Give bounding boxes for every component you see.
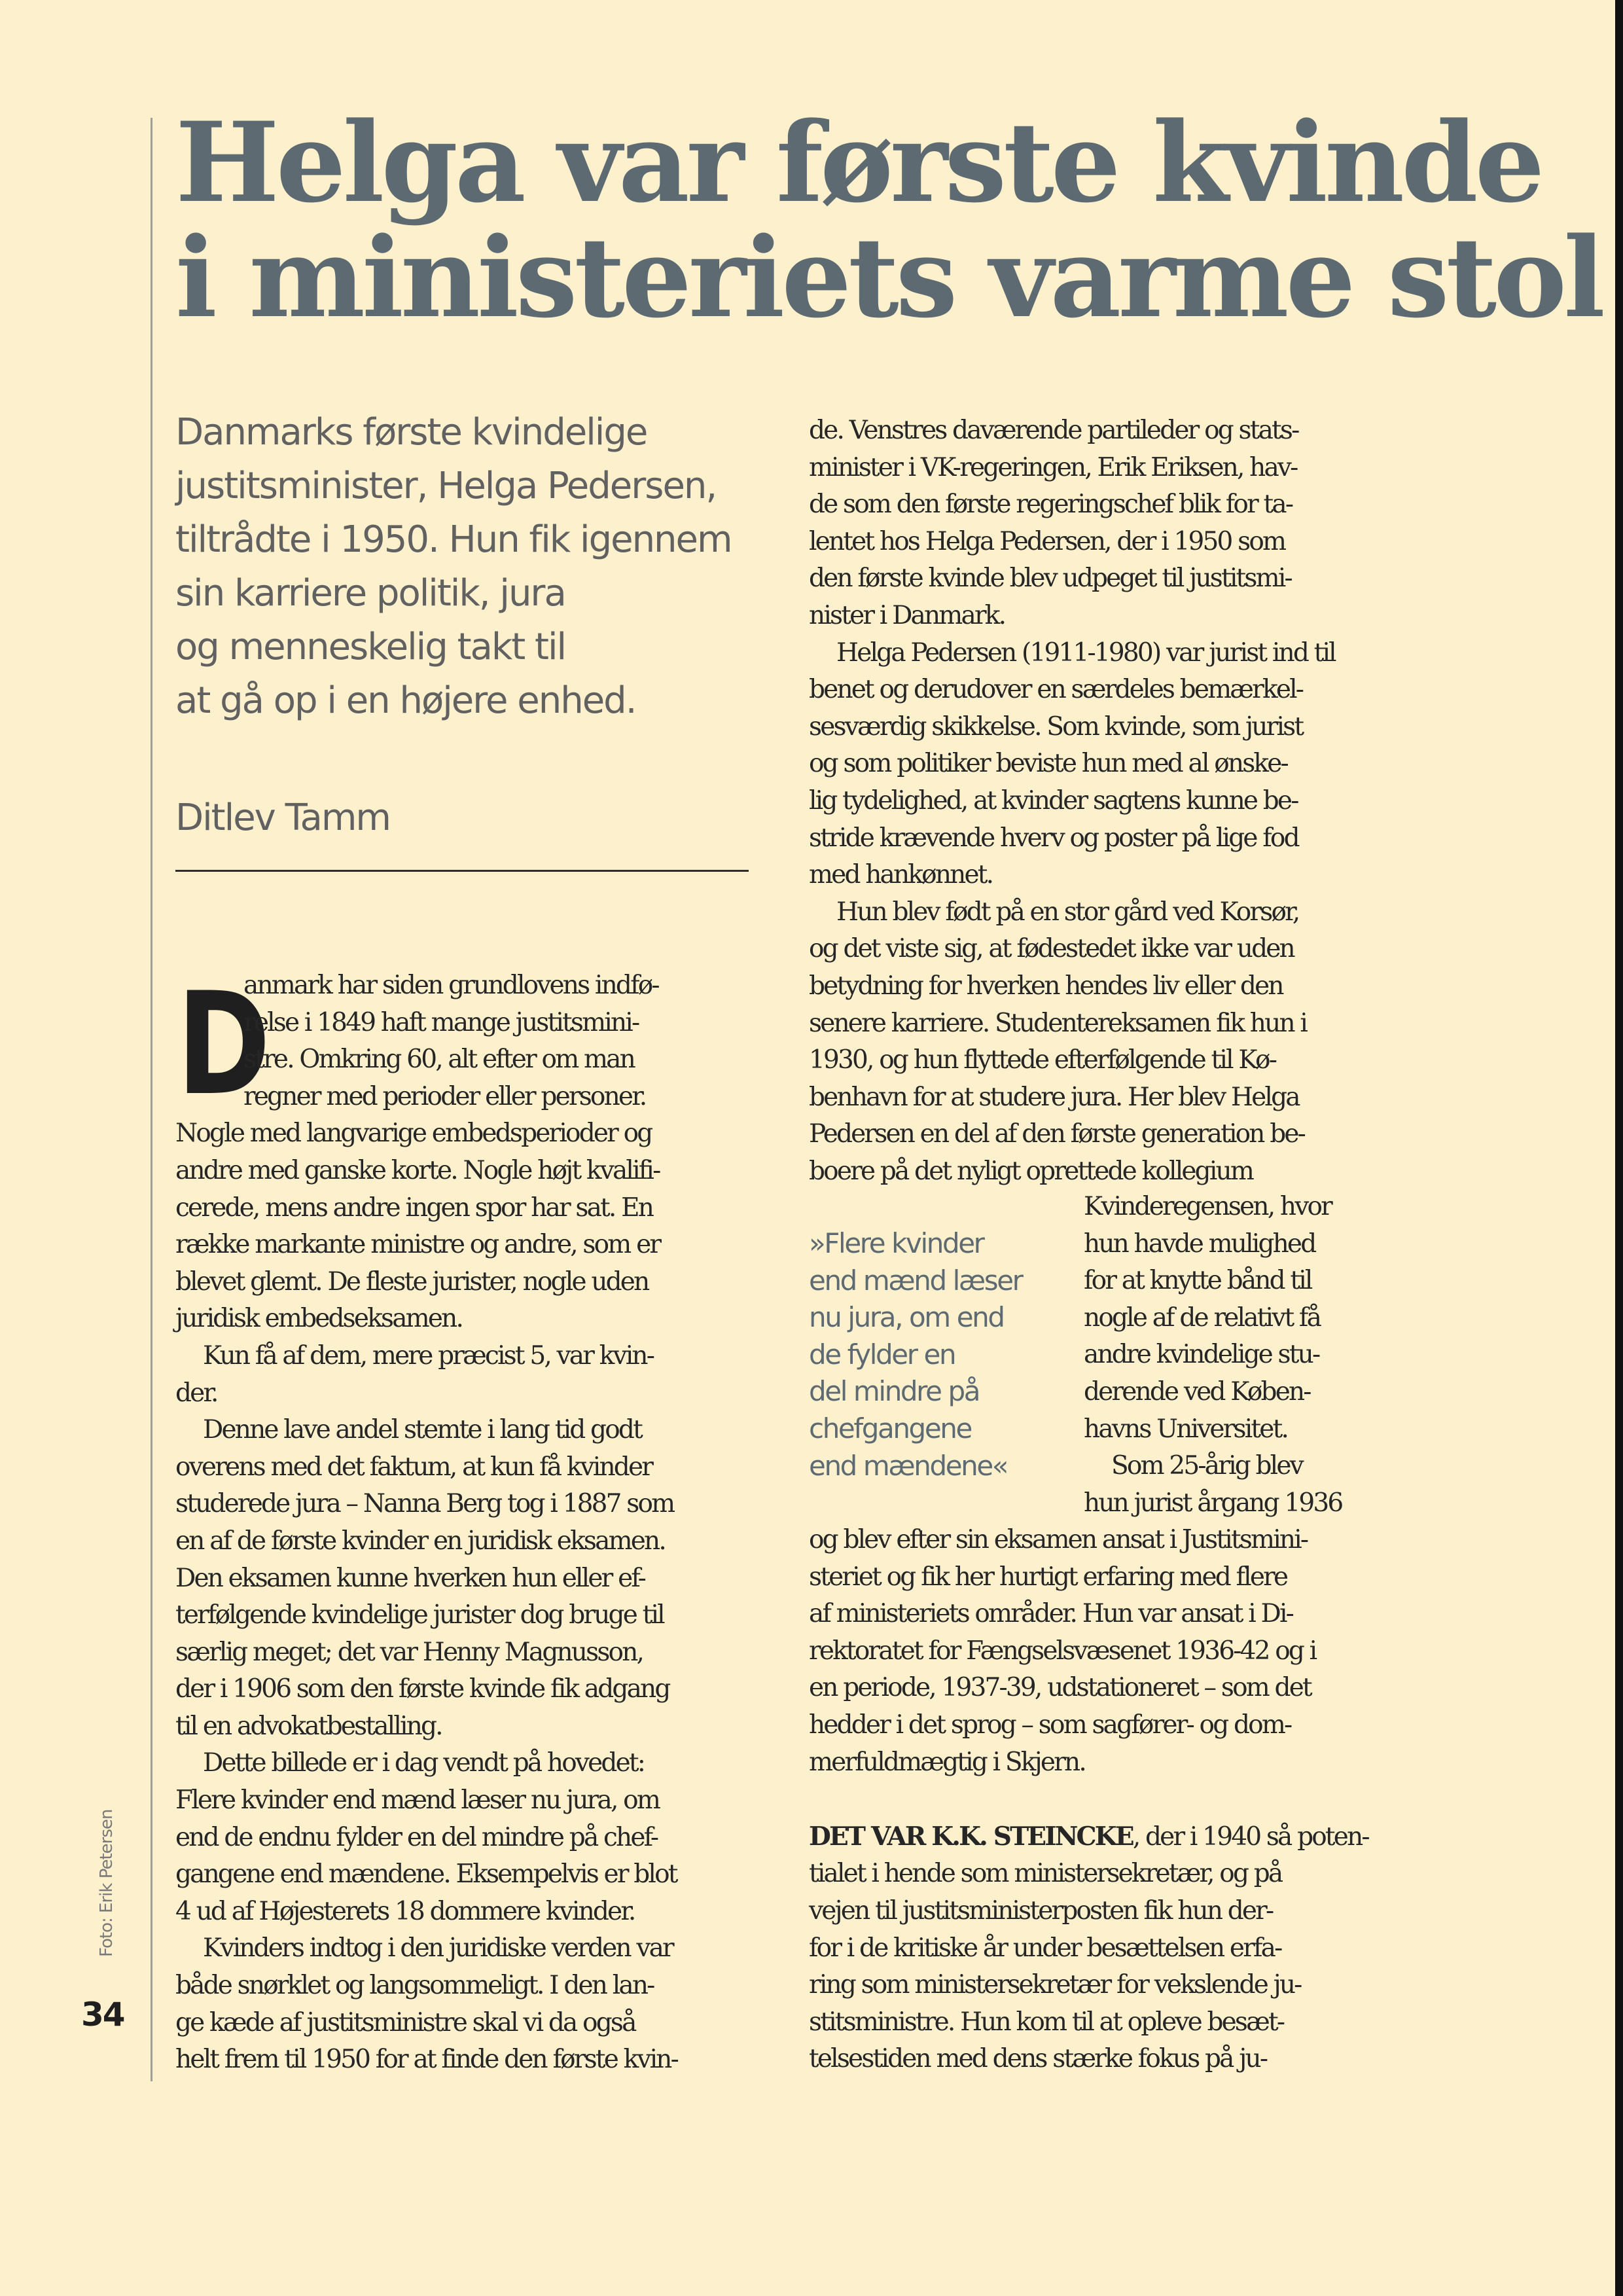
- byline-rule: [175, 870, 749, 872]
- body-line: juridisk embedseksamen.: [175, 1304, 463, 1334]
- body-line: lig tydelighed, at kvinder sagtens kunne be-: [809, 785, 1298, 816]
- body-line: ring som ministersekretær for vekslende ju-: [809, 1970, 1301, 2000]
- body-line: og det viste sig, at fødestedet ikke var uden: [809, 934, 1294, 964]
- body-line: minister i VK-regeringen, Erik Eriksen, hav-: [809, 452, 1297, 482]
- lead-line: Danmarks første kvindelige: [175, 411, 647, 454]
- drop-cap: D: [177, 962, 271, 1126]
- body-line: 1930, og hun flyttede efterfølgende til Kø-: [809, 1045, 1276, 1075]
- body-line: Dette billede er i dag vendt på hovedet:: [203, 1748, 645, 1778]
- body-line: af ministeriets områder. Hun var ansat i Di-: [809, 1599, 1293, 1629]
- body-line: hedder i det sprog – som sagfører- og dom-: [809, 1710, 1291, 1740]
- body-line: studerede jura – Nanna Berg tog i 1887 som: [175, 1489, 674, 1519]
- body-line: andre kvindelige stu-: [1084, 1340, 1319, 1370]
- body-line: række markante ministre og andre, som er: [175, 1230, 660, 1260]
- body-line: en periode, 1937-39, udstationeret – som det: [809, 1673, 1311, 1703]
- body-line: Som 25-årig blev: [1111, 1451, 1302, 1481]
- body-line: benet og derudover en særdeles bemærkel-: [809, 675, 1303, 705]
- body-column-beside-quote: [1084, 1189, 1424, 1522]
- body-line: Flere kvinder end mænd læser nu jura, om: [175, 1785, 660, 1816]
- body-column-right-bottom: [809, 1522, 1385, 2078]
- body-line: og som politiker beviste hun med al ønske-: [809, 749, 1287, 779]
- body-line: tialet i hende som ministersekretær, og på: [809, 1859, 1282, 1889]
- body-line: nogle af de relativt få: [1084, 1302, 1321, 1333]
- pull-quote-line: de fylder en: [809, 1338, 955, 1371]
- pull-quote-line: chefgangene: [809, 1412, 971, 1444]
- pull-quote: [809, 1225, 1071, 1484]
- body-line: stride krævende hverv og poster på lige fod: [809, 823, 1298, 853]
- body-line: Denne lave andel stemte i lang tid godt: [203, 1415, 641, 1445]
- body-line: senere karriere. Studentereksamen fik hun i: [809, 1008, 1307, 1038]
- lead-line: at gå op i en højere enhed.: [175, 679, 636, 722]
- body-line: 4 ud af Højesterets 18 dommere kvinder.: [175, 1896, 635, 1926]
- body-line: den første kvinde blev udpeget til justitsmi-: [809, 564, 1291, 594]
- body-line: anmark har siden grundlovens indfø-: [243, 971, 658, 1000]
- paragraph-gap: [809, 1781, 1385, 1818]
- vertical-rule: [151, 118, 152, 2081]
- body-line: overens med det faktum, at kun få kvinder: [175, 1452, 652, 1482]
- body-line: vejen til justitsministerposten fik hun der-: [809, 1895, 1273, 1926]
- body-line: der i 1906 som den første kvinde fik adgang: [175, 1674, 669, 1704]
- pull-quote-line: end mænd læser: [809, 1264, 1022, 1297]
- body-line: regner med perioder eller personer.: [243, 1081, 646, 1111]
- body-line: de. Venstres daværende partileder og stats-: [809, 416, 1298, 445]
- lead-line: tiltrådte i 1950. Hun fik igennem: [175, 518, 732, 561]
- body-line: rektoratet for Fængselsvæsenet 1936-42 og i: [809, 1636, 1316, 1666]
- pull-quote-line: end mændene«: [809, 1449, 1008, 1482]
- body-line: Kun få af dem, mere præcist 5, var kvin-: [203, 1340, 654, 1371]
- body-line: lentet hos Helga Pedersen, der i 1950 som: [809, 526, 1285, 556]
- body-line-text: , der i 1940 så poten-: [1132, 1821, 1368, 1852]
- section-lead-in: DET VAR K.K. STEINCKE: [809, 1821, 1133, 1852]
- page-edge: [1615, 0, 1623, 2296]
- body-line: Den eksamen kunne hverken hun eller ef-: [175, 1563, 645, 1593]
- lead-paragraph: [175, 406, 764, 728]
- body-line: og blev efter sin eksamen ansat i Justitsmini-: [809, 1525, 1308, 1554]
- lead-line: sin karriere politik, jura: [175, 572, 565, 615]
- body-line: Pedersen en del af den første generation be-: [809, 1119, 1305, 1149]
- body-line: betydning for hverken hendes liv eller den: [809, 971, 1283, 1001]
- pull-quote-line: »Flere kvinder: [809, 1227, 984, 1259]
- body-line: relse i 1849 haft mange justitsmini-: [243, 1007, 639, 1037]
- body-line: benhavn for at studere jura. Her blev Helga: [809, 1082, 1299, 1112]
- body-line: blevet glemt. De fleste jurister, nogle uden: [175, 1266, 649, 1297]
- pull-quote-line: del mindre på: [809, 1375, 980, 1408]
- body-line: Helga Pedersen (1911-1980) var jurist ind til: [836, 637, 1335, 668]
- body-line: [809, 1818, 1385, 1856]
- body-line: merfuldmægtig i Skjern.: [809, 1747, 1085, 1777]
- body-line: Kvinderegensen, hvor: [1084, 1192, 1331, 1221]
- body-line: nister i Danmark.: [809, 600, 1005, 630]
- lead-line: og menneskelig takt til: [175, 626, 566, 668]
- body-line: Kvinders indtog i den juridiske verden var: [203, 1933, 673, 1964]
- body-line: terfølgende kvindelige jurister dog bruge til: [175, 1600, 664, 1630]
- body-line: Nogle med langvarige embedsperioder og: [175, 1119, 652, 1149]
- headline-line: Helga var første kvinde: [175, 98, 1542, 227]
- body-line: de som den første regeringschef blik for ta-: [809, 490, 1293, 520]
- body-line: med hankønnet.: [809, 860, 993, 890]
- body-line: derende ved Køben-: [1084, 1376, 1310, 1407]
- body-line: særlig meget; det var Henny Magnusson,: [175, 1637, 643, 1667]
- body-line: for i de kritiske år under besættelsen erfa-: [809, 1933, 1281, 1963]
- body-line: steriet og fik her hurtigt erfaring med flere: [809, 1562, 1287, 1592]
- body-line: telsestiden med dens stærke fokus på ju-: [809, 2044, 1267, 2074]
- body-line: der.: [175, 1378, 217, 1408]
- body-line: hun havde mulighed: [1084, 1229, 1315, 1259]
- body-line: cerede, mens andre ingen spor har sat. En: [175, 1193, 653, 1223]
- body-line: andre med ganske korte. Nogle højt kvalifi-: [175, 1155, 660, 1185]
- body-line: sesværdig skikkelse. Som kvinde, som jurist: [809, 711, 1303, 742]
- body-line: end de endnu fylder en del mindre på chef-: [175, 1822, 658, 1852]
- photo-credit: Foto: Erik Petersen: [97, 1809, 116, 1957]
- body-line: stre. Omkring 60, alt efter om man: [243, 1045, 634, 1075]
- page-number: 34: [81, 1996, 124, 2034]
- body-line: boere på det nyligt oprettede kollegium: [809, 1156, 1253, 1186]
- body-line: både snørklet og langsommeligt. I den lan-: [175, 1971, 654, 2001]
- body-line: en af de første kvinder en juridisk eksamen.: [175, 1526, 665, 1556]
- body-line: helt frem til 1950 for at finde den første kvin-: [175, 2045, 677, 2075]
- body-column-right-top: [809, 412, 1385, 1190]
- body-line: hun jurist årgang 1936: [1084, 1488, 1342, 1518]
- headline: [175, 98, 1602, 342]
- body-line: til en advokatbestalling.: [175, 1711, 442, 1741]
- body-column-left: [175, 962, 751, 2079]
- byline: Ditlev Tamm: [175, 797, 390, 839]
- body-line: havns Universitet.: [1084, 1414, 1288, 1444]
- body-line: stitsministre. Hun kom til at opleve besæt-: [809, 2007, 1284, 2037]
- pull-quote-line: nu jura, om end: [809, 1301, 1004, 1334]
- headline-line: i ministeriets varme stol: [175, 213, 1602, 342]
- body-line: Hun blev født på en stor gård ved Korsør,: [836, 897, 1299, 927]
- body-line: for at knytte bånd til: [1084, 1266, 1311, 1296]
- lead-line: justitsminister, Helga Pedersen,: [175, 465, 717, 507]
- body-line: ge kæde af justitsministre skal vi da også: [175, 2007, 635, 2037]
- body-line: gangene end mændene. Eksempelvis er blot: [175, 1859, 677, 1890]
